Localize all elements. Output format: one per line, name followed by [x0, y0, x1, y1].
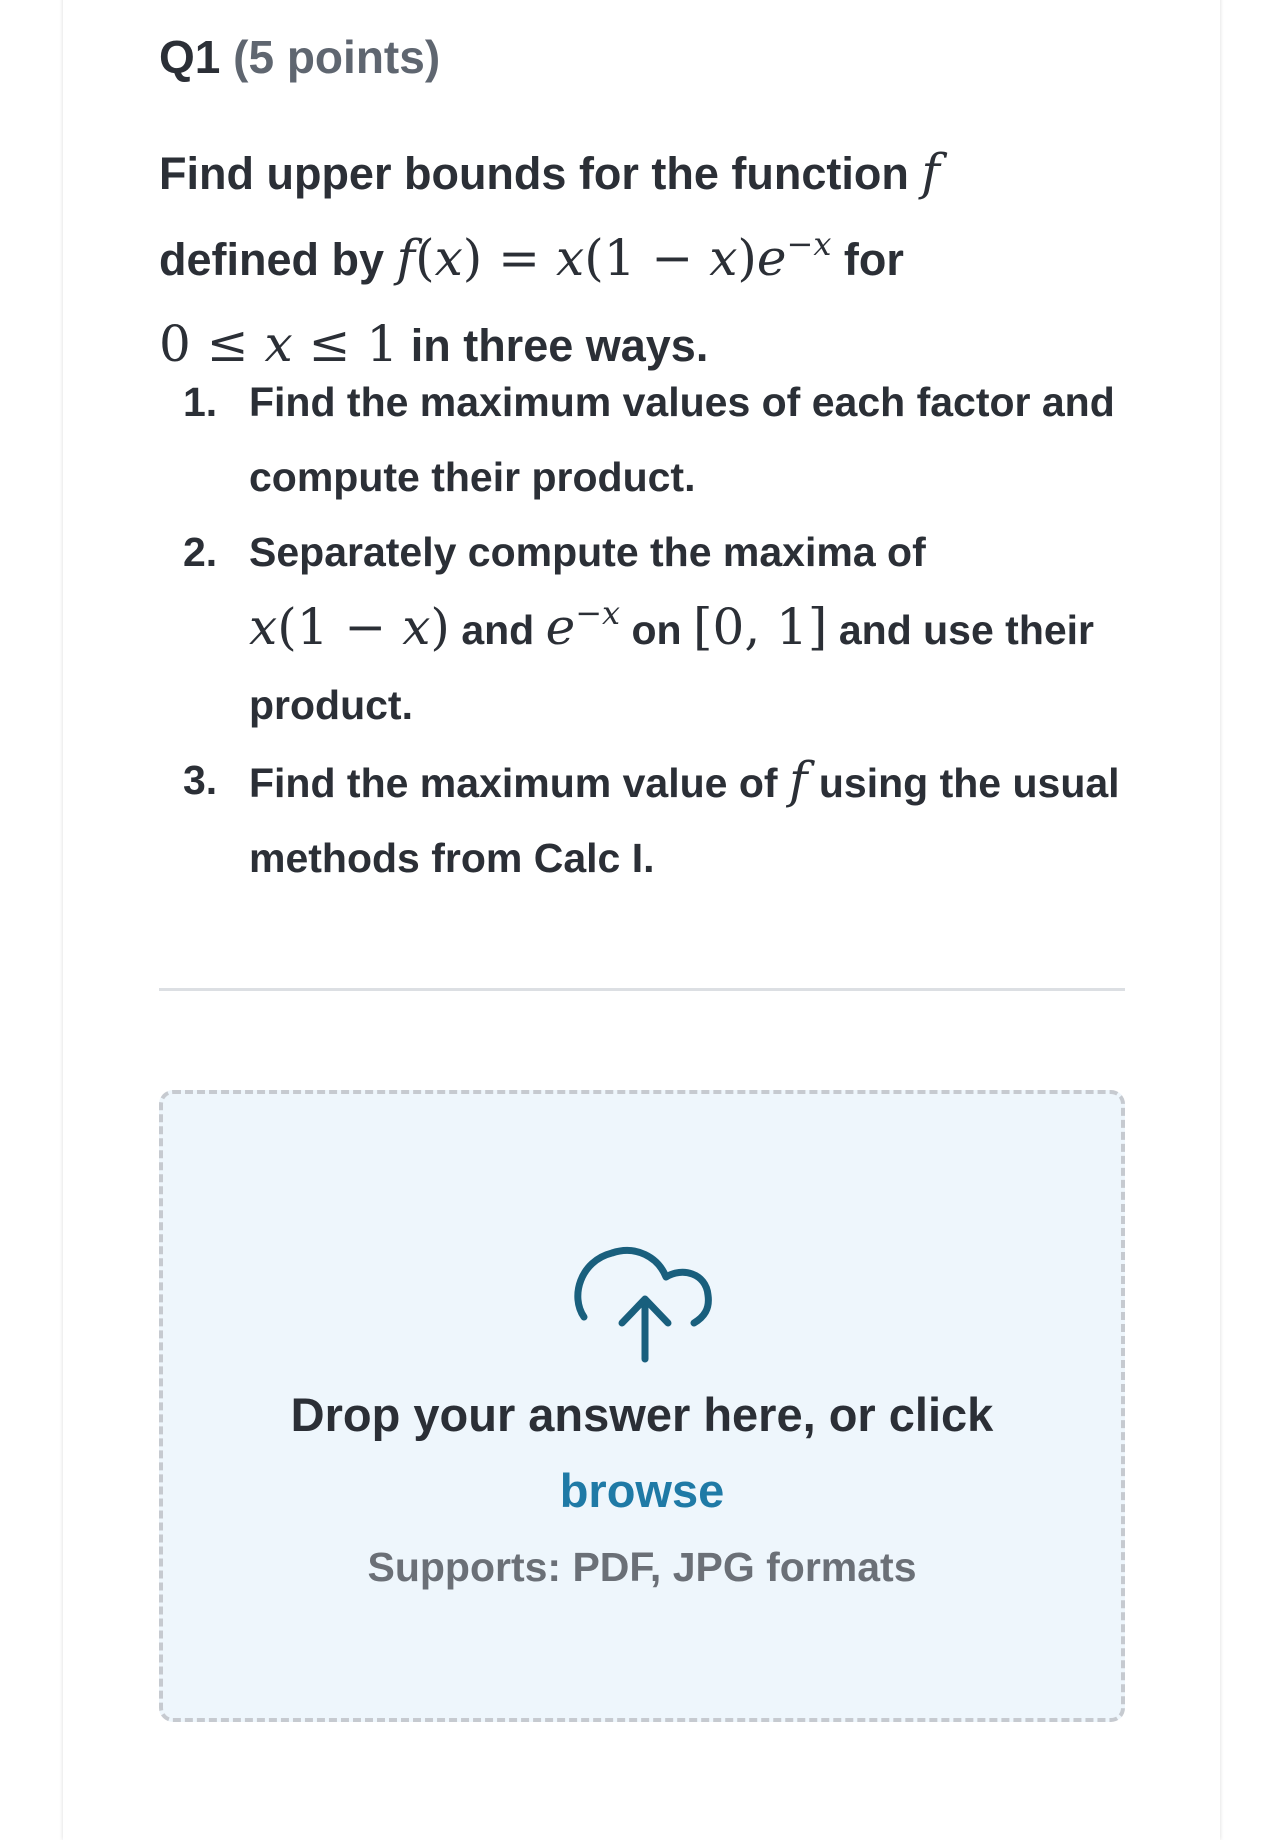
- supported-formats: Supports: PDF, JPG formats: [367, 1544, 917, 1590]
- item-text: on: [631, 607, 682, 653]
- question-number: Q1: [159, 31, 221, 83]
- list-item: [183, 365, 1129, 515]
- prompt-text: in three ways.: [410, 320, 709, 371]
- item-text: Find the maximum value of: [249, 760, 778, 806]
- browse-link[interactable]: browse: [559, 1464, 725, 1517]
- section-divider: [159, 988, 1125, 991]
- math-interval: [0, 1]: [693, 598, 828, 656]
- question-prompt: [159, 130, 1125, 388]
- question-points: (5 points): [233, 31, 441, 83]
- dropzone-instructions: [163, 1377, 1121, 1529]
- list-item: [183, 743, 1129, 896]
- item-text: using the usual methods from Calc I.: [249, 760, 1120, 881]
- math-factor-polynomial: x(1 − x): [249, 598, 450, 656]
- math-factor-exponential: $e^{-x}$: [545, 594, 621, 656]
- question-card: [63, 0, 1220, 1840]
- item-text: Find the maximum values of each factor and compute their product.: [249, 379, 1115, 500]
- math-function-definition: $f(x) = x(1 - x)e^{-x}$: [396, 225, 832, 287]
- item-text: and use their product.: [249, 607, 1095, 728]
- subquestion-list: [183, 365, 1129, 896]
- file-dropzone[interactable]: [159, 1090, 1125, 1722]
- cloud-upload-icon: [570, 1239, 720, 1363]
- prompt-text: defined by: [159, 234, 385, 285]
- item-number: 2.: [183, 529, 218, 575]
- prompt-text: for: [843, 234, 904, 285]
- math-f: f: [788, 751, 808, 809]
- item-text: Separately compute the maxima of: [249, 529, 926, 575]
- drop-text: Drop your answer here, or click: [290, 1388, 994, 1441]
- item-number: 1.: [183, 379, 218, 425]
- item-number: 3.: [183, 757, 218, 803]
- prompt-text: Find upper bounds for the function: [159, 148, 909, 199]
- item-text: and: [461, 607, 535, 653]
- list-item: [183, 515, 1129, 743]
- math-domain: 0 ≤ x ≤ 1: [159, 315, 399, 373]
- question-title: [159, 30, 440, 84]
- math-f: f: [921, 143, 940, 201]
